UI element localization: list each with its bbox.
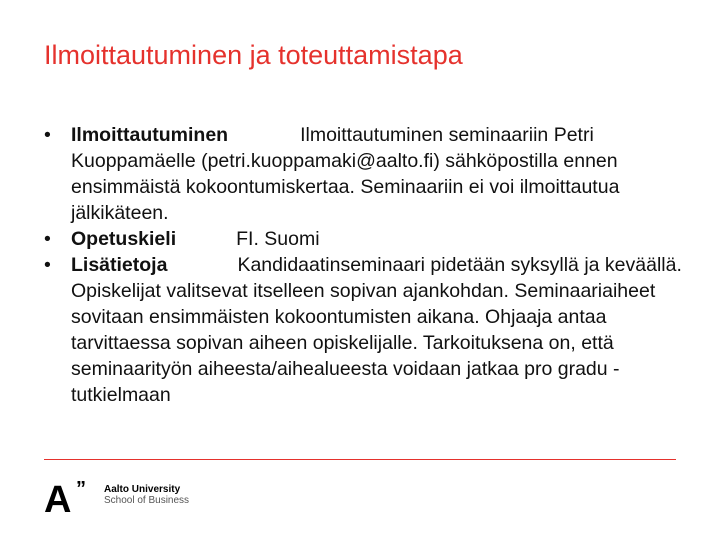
bullet-list bbox=[44, 122, 694, 408]
bullet-item-ilmoittautuminen bbox=[44, 122, 694, 226]
footer-divider bbox=[44, 459, 676, 460]
bullet-text: Kandidaatinseminaari pidetään syksyllä ja keväällä. Opiskelijat valitsevat itselleen sopivan ajankohdan. Seminaariaiheet sovitaan ensimmäisten kokoontumisten aikana. Ohjaaja antaa tarvittaessa sopivan aiheen opiskelijalle. Tarkoituksena on, että seminaarityön aiheesta/aihealueesta voidaan jatkaa pro gradu -tutkielmaan bbox=[71, 254, 682, 406]
slide-title: Ilmoittautuminen ja toteuttamistapa bbox=[44, 40, 463, 70]
aalto-a-logo-mark: A bbox=[44, 479, 72, 521]
logo-text bbox=[104, 484, 189, 506]
aalto-quote-mark: ” bbox=[76, 478, 86, 500]
bullet-item-lisatietoja bbox=[44, 252, 694, 408]
bullet-marker: • bbox=[44, 254, 51, 276]
bullet-item-opetuskieli bbox=[44, 226, 694, 252]
bullet-marker: • bbox=[44, 124, 51, 146]
logo-school-name: School of Business bbox=[104, 495, 190, 506]
bullet-term: Lisätietoja bbox=[71, 254, 168, 276]
bullet-text: FI. Suomi bbox=[236, 228, 320, 250]
bullet-marker: • bbox=[44, 228, 51, 250]
logo-university-name: Aalto University bbox=[104, 484, 181, 495]
bullet-term: Opetuskieli bbox=[71, 228, 177, 250]
bullet-term: Ilmoittautuminen bbox=[71, 124, 229, 146]
bullet-text: Ilmoittautuminen seminaariin Petri Kuoppamäelle (petri.kuoppamaki@aalto.fi) sähköpostilla ennen ensimmäistä kokoontumiskertaa. Seminaariin ei voi ilmoittautua jälkikäteen. bbox=[71, 124, 620, 224]
